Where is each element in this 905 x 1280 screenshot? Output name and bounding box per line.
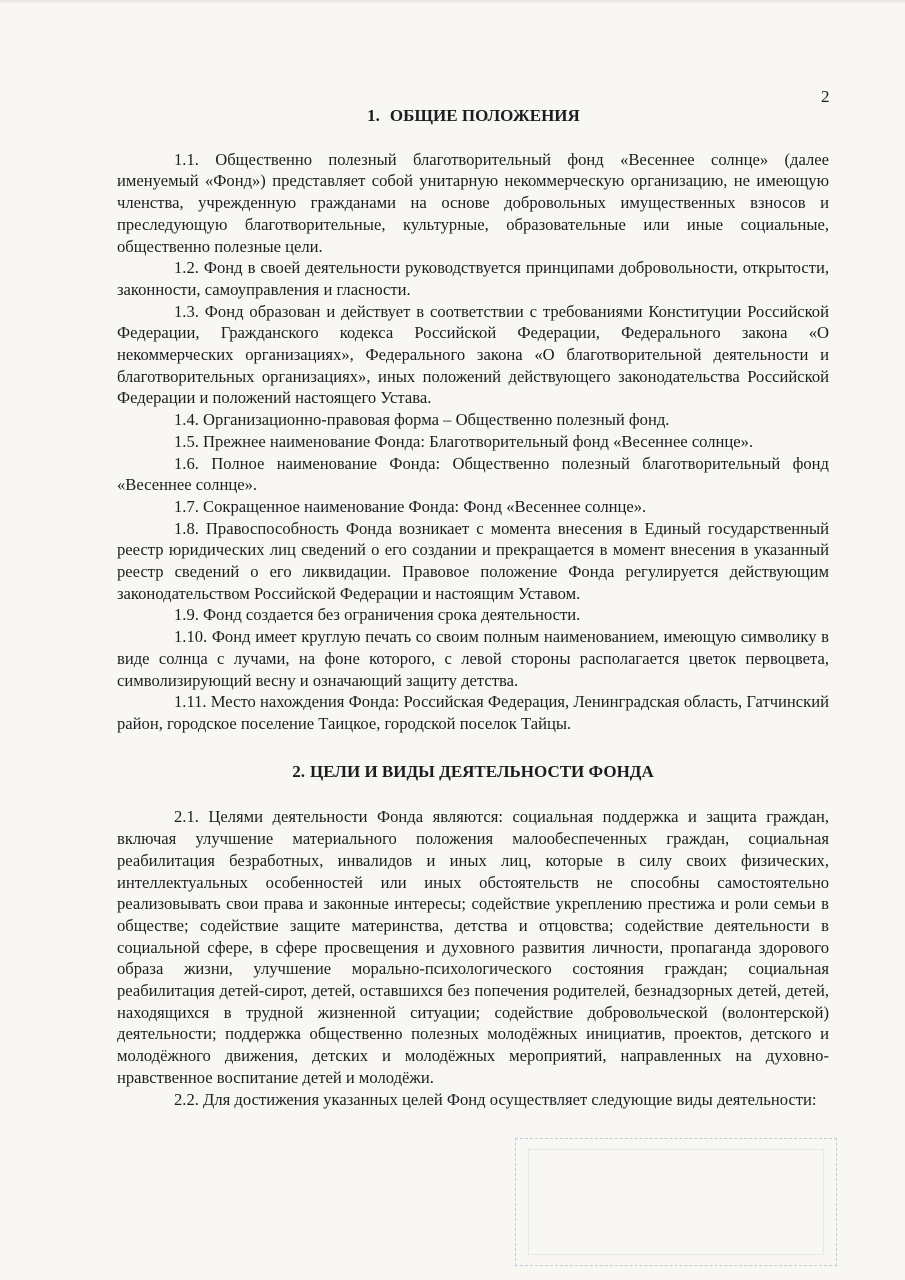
paragraph-1-6: 1.6. Полное наименование Фонда: Общественно полезный благотворительный фонд «Весеннее солнце». (117, 453, 829, 495)
paragraph-1-1: 1.1. Общественно полезный благотворительный фонд «Весеннее солнце» (далее именуемый «Фонд») представляет собой унитарную некоммерческую организацию, не имеющую членства, учрежденную гражданами на основе добровольных имущественных взносов и преследующую благотворительные, культурные, образовательные или иные социальные, общественно полезные цели. (117, 149, 829, 256)
paragraph-1-2: 1.2. Фонд в своей деятельности руководствуется принципами добровольности, открытости, законности, самоуправления и гласности. (117, 258, 829, 299)
paragraph-1-10: 1.10. Фонд имеет круглую печать со своим полным наименованием, имеющую символику в виде солнца с лучами, на фоне которого, с левой стороны располагается цветок первоцвета, символизирующий весну и означающий защиту детства. (117, 627, 829, 690)
paragraph-1-7: 1.7. Сокращенное наименование Фонда: Фонд «Весеннее солнце». (174, 496, 647, 516)
section-2-heading (117, 761, 829, 783)
section-2-number: 2. (292, 761, 305, 781)
paragraph-2-2: 2.2. Для достижения указанных целей Фонд осуществляет следующие виды деятельности: (174, 1089, 817, 1109)
paragraph-1-5: 1.5. Прежнее наименование Фонда: Благотворительный фонд «Весеннее солнце». (174, 431, 754, 451)
paragraph-1-4: 1.4. Организационно-правовая форма – Общественно полезный фонд. (174, 410, 670, 430)
paragraph-1-8: 1.8. Правоспособность Фонда возникает с момента внесения в Единый государственный реестр юридических лиц сведений о его создании и прекращается в момент внесения в указанный реестр сведений о его ликвидации. Правовое положение Фонда регулируется действующим законодательством Российской Федерации и настоящим Уставом. (117, 518, 829, 603)
section-1-heading (117, 105, 829, 127)
stamp-inner-frame (528, 1149, 824, 1255)
page-number: 2 (821, 87, 830, 106)
paragraph-1-11: 1.11. Место нахождения Фонда: Российская Федерация, Ленинградская область, Гатчинский район, городское поселение Таицкое, городской поселок Тайцы. (117, 692, 829, 733)
document-body (117, 105, 829, 1110)
section-1-title: ОБЩИЕ ПОЛОЖЕНИЯ (389, 106, 580, 125)
scan-edge-shadow (0, 0, 905, 4)
section-2-title: ЦЕЛИ И ВИДЫ ДЕЯТЕЛЬНОСТИ ФОНДА (309, 761, 654, 781)
faded-stamp-mark (515, 1138, 837, 1266)
section-1-number: 1. (367, 106, 380, 125)
paragraph-1-9: 1.9. Фонд создается без ограничения срока деятельности. (174, 605, 581, 625)
paragraph-2-1: 2.1. Целями деятельности Фонда являются: социальная поддержка и защита граждан, включая улучшение материального положения малообеспеченных граждан, социальная реабилитация безработных, инвалидов и иных лиц, которые в силу своих физических, интеллектуальных особенностей или иных обстоятельств не способны самостоятельно реализовывать свои права и законные интересы; содействие укреплению престижа и роли семьи в обществе; содействие защите материнства, детства и отцовства; содействие деятельности в социальной сфере, в сфере просвещения и духовного развития личности, пропаганда здорового образа жизни, улучшение морально-психологического состояния граждан; социальная реабилитация детей-сирот, детей, оставшихся без попечения родителей, безнадзорных детей, детей, находящихся в трудной жизненной ситуации; содействие добровольческой (волонтерской) деятельности; поддержка общественно полезных молодёжных инициатив, проектов, детского и молодёжного движения, детских и молодёжных мероприятий, направленных на духовно-нравственное воспитание детей и молодёжи. (117, 807, 829, 1087)
paragraph-1-3: 1.3. Фонд образован и действует в соответствии с требованиями Конституции Российской Федерации, Гражданского кодекса Российской Федерации, Федерального закона «О некоммерческих организациях», Федерального закона «О благотворительной деятельности и благотворительных организациях», иных положений действующего законодательства Российской Федерации и положений настоящего Устава. (117, 301, 829, 408)
